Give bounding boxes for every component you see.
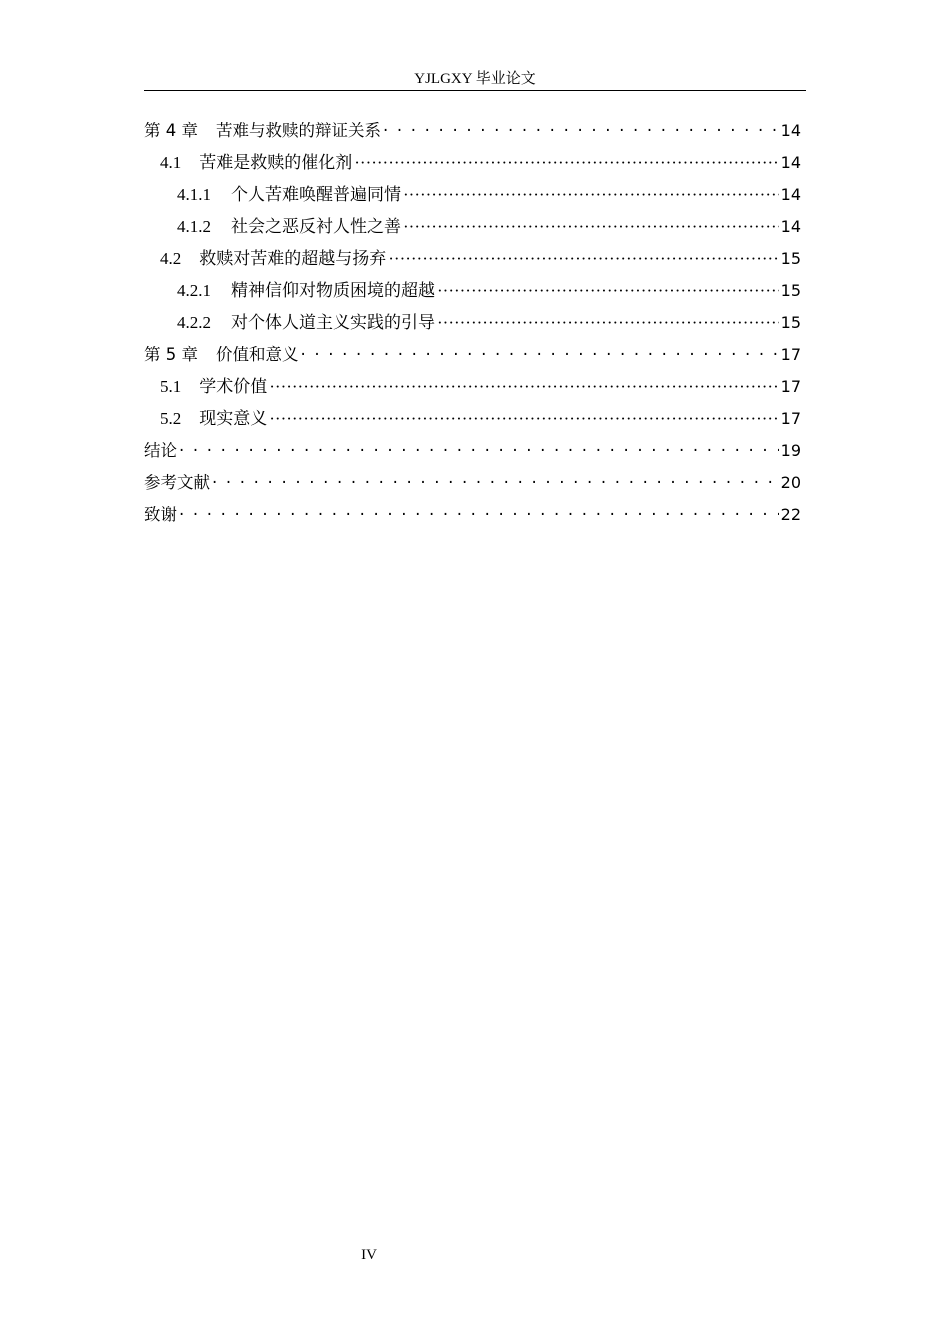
page-footer bbox=[0, 1247, 738, 1264]
toc-entry-4-1-2[interactable] bbox=[144, 211, 801, 243]
toc-entry-page: 17 bbox=[780, 409, 801, 428]
toc-entry-references[interactable] bbox=[144, 467, 801, 499]
dot-leader bbox=[403, 179, 779, 211]
dot-leader bbox=[269, 371, 778, 403]
dot-leader bbox=[301, 339, 779, 371]
toc-entry-conclusion[interactable] bbox=[144, 435, 801, 467]
dot-leader bbox=[354, 147, 778, 179]
toc-entry-title: 苦难与救赎的辩证关系 bbox=[216, 121, 381, 140]
toc-entry-chapter-5[interactable] bbox=[144, 339, 801, 371]
toc-entry-number: 4.1.1 bbox=[177, 185, 211, 204]
toc-entry-number: 4.2 bbox=[160, 249, 182, 268]
page-header bbox=[144, 68, 806, 91]
toc-entry-number: 4.1 bbox=[160, 153, 182, 172]
toc-entry-title: 现实意义 bbox=[199, 409, 268, 428]
toc-entry-title: 对个体人道主义实践的引导 bbox=[231, 313, 435, 332]
page-number: IV bbox=[361, 1247, 377, 1263]
toc-entry-page: 17 bbox=[780, 345, 801, 364]
toc-entry-acknowledgements[interactable] bbox=[144, 499, 801, 531]
toc-entry-page: 15 bbox=[780, 281, 801, 300]
dot-leader bbox=[179, 435, 779, 467]
toc-entry-4-2-1[interactable] bbox=[144, 275, 801, 307]
toc-entry-title: 精神信仰对物质困境的超越 bbox=[231, 281, 435, 300]
header-title: YJLGXY 毕业论文 bbox=[414, 71, 536, 87]
toc-entry-page: 19 bbox=[780, 441, 801, 460]
dot-leader bbox=[437, 307, 779, 339]
dot-leader bbox=[388, 243, 778, 275]
dot-leader bbox=[269, 403, 778, 435]
toc-entry-page: 22 bbox=[780, 505, 801, 524]
toc-entry-title: 致谢 bbox=[144, 505, 177, 524]
toc-entry-title: 个人苦难唤醒普遍同情 bbox=[231, 185, 401, 204]
toc-entry-4-2[interactable] bbox=[144, 243, 801, 275]
dot-leader bbox=[383, 115, 779, 147]
dot-leader bbox=[212, 467, 779, 499]
toc-entry-title: 结论 bbox=[144, 441, 177, 460]
toc-entry-number: 第 5 章 bbox=[144, 345, 198, 364]
toc-entry-4-1-1[interactable] bbox=[144, 179, 801, 211]
toc-entry-5-2[interactable] bbox=[144, 403, 801, 435]
toc-entry-title: 苦难是救赎的催化剂 bbox=[199, 153, 353, 172]
toc-entry-4-1[interactable] bbox=[144, 147, 801, 179]
toc-entry-title: 参考文献 bbox=[144, 473, 210, 492]
toc-entry-page: 15 bbox=[780, 313, 801, 332]
dot-leader bbox=[179, 499, 779, 531]
toc-entry-number: 4.1.2 bbox=[177, 217, 211, 236]
toc-entry-page: 14 bbox=[780, 185, 801, 204]
toc-entry-number: 4.2.1 bbox=[177, 281, 211, 300]
toc-entry-page: 20 bbox=[780, 473, 801, 492]
toc-entry-title: 救赎对苦难的超越与扬弃 bbox=[199, 249, 387, 268]
toc-entry-page: 14 bbox=[780, 121, 801, 140]
toc-entry-page: 14 bbox=[780, 217, 801, 236]
toc-entry-number: 5.1 bbox=[160, 377, 182, 396]
toc-entry-number: 5.2 bbox=[160, 409, 182, 428]
toc-entry-chapter-4[interactable] bbox=[144, 115, 801, 147]
toc-entry-title: 价值和意义 bbox=[216, 345, 299, 364]
toc-entry-5-1[interactable] bbox=[144, 371, 801, 403]
toc-entry-4-2-2[interactable] bbox=[144, 307, 801, 339]
toc-entry-title: 社会之恶反衬人性之善 bbox=[231, 217, 401, 236]
table-of-contents bbox=[144, 115, 801, 531]
toc-entry-number: 第 4 章 bbox=[144, 121, 198, 140]
dot-leader bbox=[403, 211, 779, 243]
toc-entry-page: 15 bbox=[780, 249, 801, 268]
toc-entry-page: 17 bbox=[780, 377, 801, 396]
toc-entry-page: 14 bbox=[780, 153, 801, 172]
dot-leader bbox=[437, 275, 779, 307]
toc-entry-title: 学术价值 bbox=[199, 377, 268, 396]
toc-entry-number: 4.2.2 bbox=[177, 313, 211, 332]
